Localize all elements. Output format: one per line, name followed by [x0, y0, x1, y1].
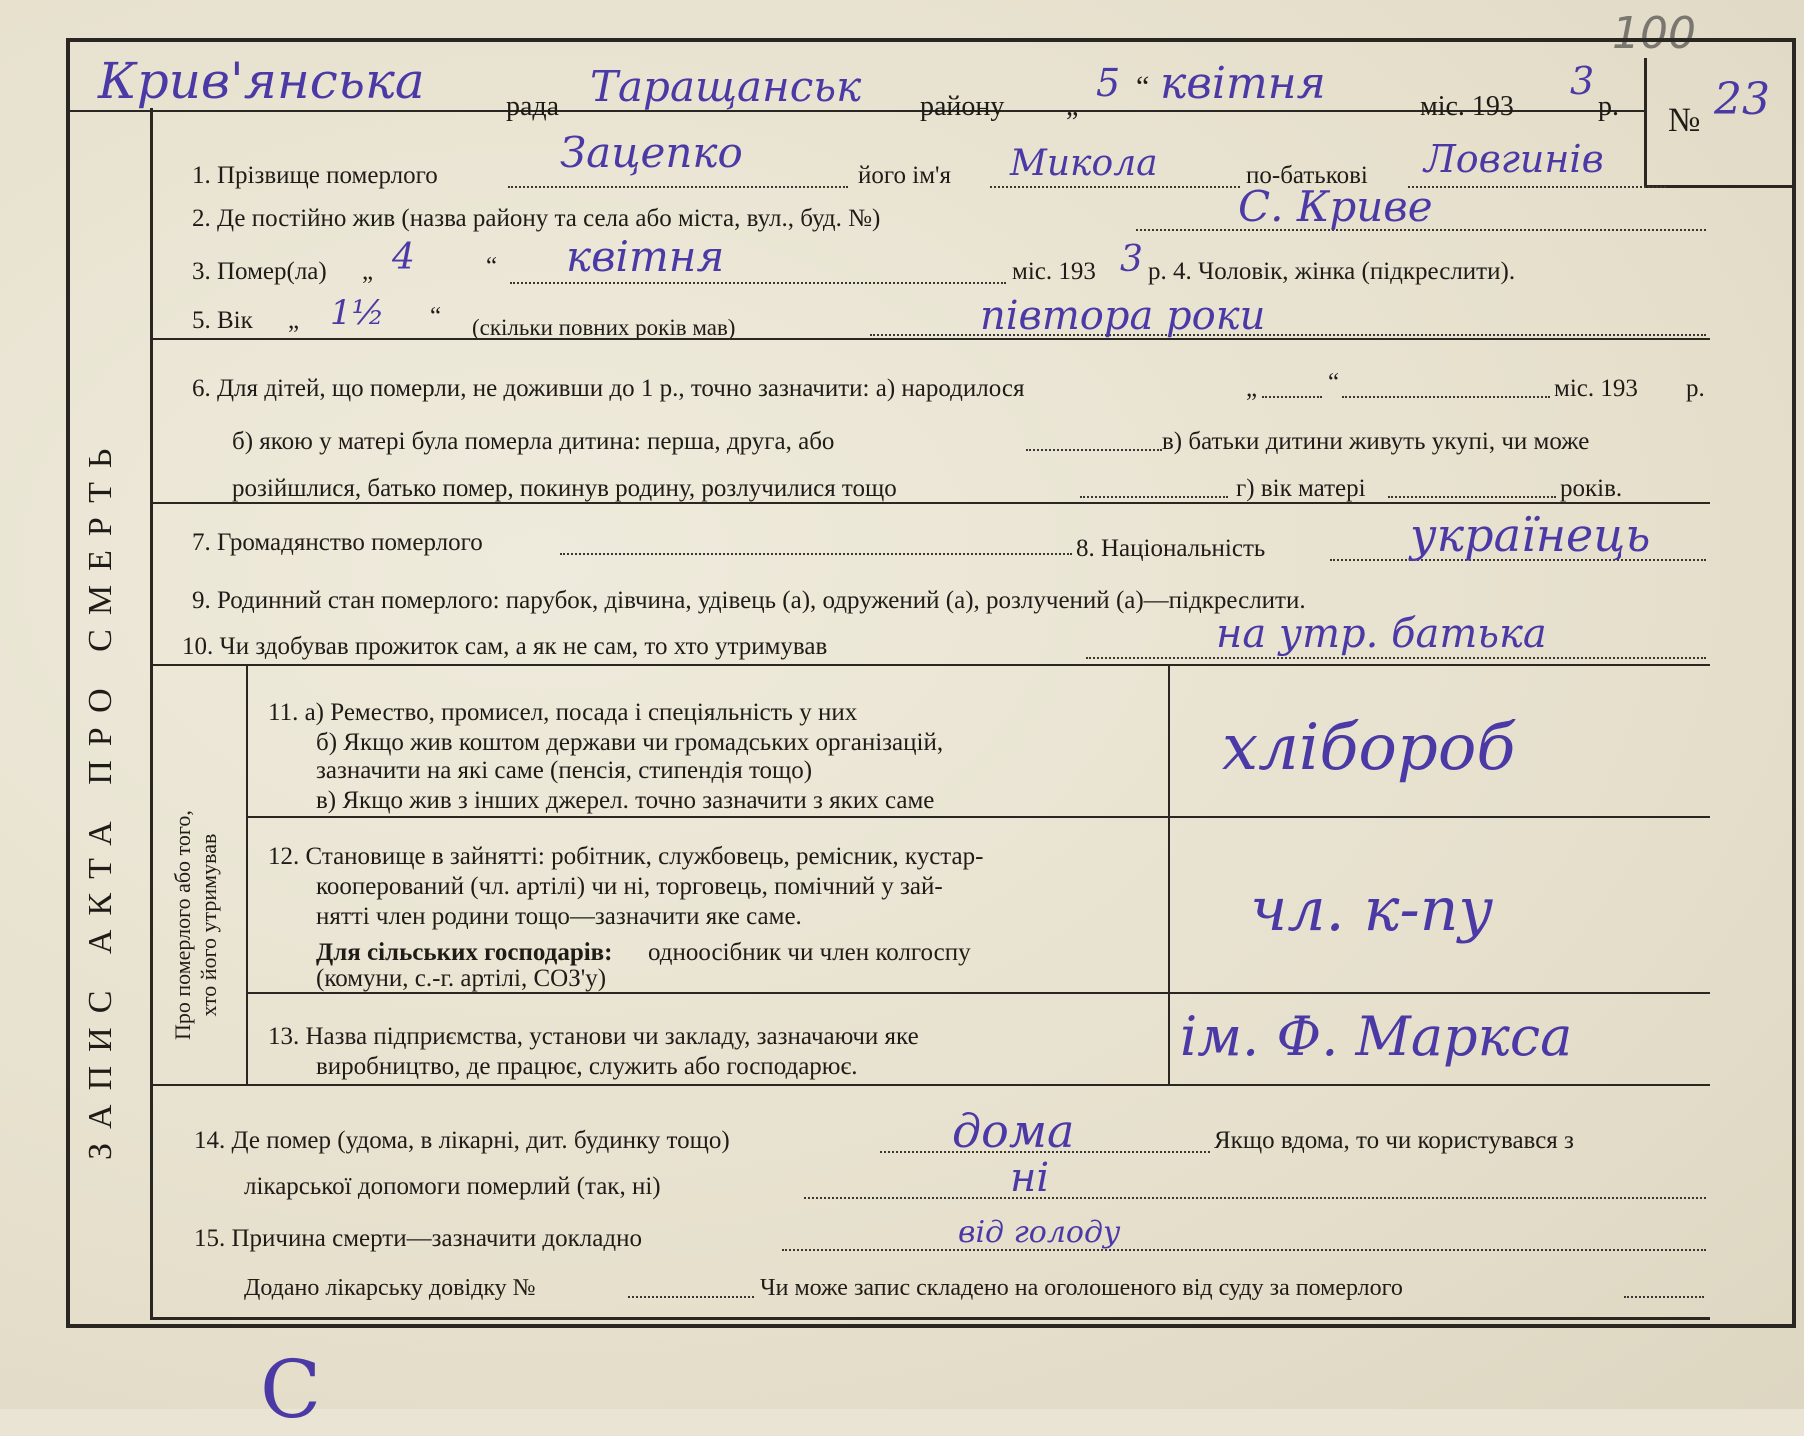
footer-court-question: Чи може запис складено на оголошеного від суду за померлого [760, 1275, 1403, 1301]
surname-value: Зацепко [560, 128, 743, 177]
nationality-value: українець [1410, 508, 1651, 562]
field-7-line [560, 553, 1072, 555]
support-value: на утр. батька [1216, 611, 1547, 657]
field-13-line-2: виробництво, де працює, служить або господарює. [316, 1053, 858, 1080]
footer-certificate-line [628, 1296, 754, 1298]
field-5-hint: (скільки повних років мав) [472, 315, 736, 340]
field-12-line-1: 12. Становище в зайнятті: робітник, службовець, ремісник, кустар- [268, 843, 984, 870]
field-14-line-1: 14. Де помер (удома, в лікарні, дит. будинку тощо) [194, 1127, 730, 1154]
field-6-line-3a: розійшлися, батько помер, покинув родину, розлучилися тощо [232, 475, 897, 502]
medical-help-value: ні [1010, 1155, 1050, 1201]
patronymic-label: по-батькові [1246, 162, 1368, 189]
field-12-line-4a: Для сільських господарів: [316, 939, 613, 966]
footer-certificate-label: Додано лікарську довідку № [244, 1275, 536, 1301]
field-9-label: 9. Родинний стан померлого: парубок, дівчина, удівець (а), одружений (а), розлучений (а)—підкреслити. [192, 587, 1306, 614]
year-suffix: р. [1598, 91, 1619, 122]
field-6-quote-close: “ [1328, 369, 1340, 396]
age-words-value: півтора роки [980, 293, 1266, 339]
field-11-line-3: зазначити на які саме (пенсія, стипендія тощо) [316, 757, 813, 784]
date-close-quote: “ [1136, 70, 1150, 103]
death-month: квітня [566, 232, 725, 281]
occupation-value-divider [1168, 664, 1170, 1084]
field-6-line-2-blank [1026, 449, 1162, 451]
section-rule [150, 338, 1710, 340]
field-10-line [1086, 657, 1706, 659]
field-8-label: 8. Національність [1076, 535, 1266, 562]
field-11-line-4: в) Якщо жив з інших джерел. точно зазначити з яких саме [316, 787, 935, 814]
field-5-quote-close: “ [430, 303, 442, 330]
field-5-label: 5. Вік [192, 307, 253, 334]
field-6-day-line [1262, 396, 1322, 398]
workplace-value: ім. Ф. Маркса [1180, 1005, 1573, 1068]
side-subtitle-line: хто його утримував [196, 833, 221, 1017]
patronymic-value: Ловгинів [1424, 137, 1604, 181]
field-11-line-1: 11. а) Ремество, промисел, посада і спеціяльність у них [268, 699, 858, 726]
field-1-label: 1. Прізвище померлого [192, 162, 438, 189]
side-subtitle-line: Про померлого або того, [170, 810, 195, 1040]
field-6-line-3-blank [1080, 496, 1228, 498]
field-3-month-label: міс. 193 [1012, 258, 1096, 285]
year-digit: 3 [1570, 59, 1595, 103]
archive-page-number: 100 [1612, 8, 1696, 59]
field-7-label: 7. Громадянство померлого [192, 529, 483, 556]
field-15-label: 15. Причина смерти—зазначити докладно [194, 1225, 642, 1252]
field-1-patronymic-line [1408, 186, 1666, 188]
footer-court-line [1624, 1296, 1704, 1298]
field-2-label: 2. Де постійно жив (назва району та села або міста, вул., буд. №) [192, 205, 881, 232]
month-label: міс. 193 [1420, 91, 1514, 122]
date-open-quote: „ [1066, 91, 1079, 122]
field-1-surname-line [508, 186, 848, 188]
side-title: ЗАПИС АКТА ПРО СМЕРТЬ [82, 434, 119, 1160]
death-year-digit: 3 [1120, 239, 1143, 280]
field-6-quote-open: „ [1246, 375, 1258, 402]
date-day: 5 [1096, 61, 1121, 105]
death-day: 4 [392, 237, 415, 278]
side-subtitle [170, 810, 222, 1040]
field-6-line-3b: г) вік матері [1236, 475, 1366, 502]
age-value: 1½ [330, 293, 385, 333]
field-3-line [510, 282, 1006, 284]
field-14-line-1b: Якщо вдома, то чи користувався з [1214, 1127, 1574, 1154]
section-rule [150, 1084, 1710, 1086]
field-6-mother-age-line [1388, 496, 1556, 498]
field-14-help-line [804, 1197, 1706, 1199]
section-rule [150, 502, 1710, 504]
field-3-quote-close: “ [486, 253, 498, 280]
record-number-label: № [1668, 102, 1701, 139]
field-1-name-line [990, 186, 1240, 188]
raion-label: району [920, 91, 1005, 122]
field-12-line-2: кооперований (чл. артілі) чи ні, торговець, помічний у зай- [316, 873, 943, 900]
field-14-line-2: лікарської допомоги померлий (так, ні) [244, 1173, 661, 1200]
field-6-line-1-year: р. [1686, 375, 1705, 402]
employment-status-value: чл. к-пу [1250, 875, 1494, 945]
field-6-line-2b: в) батьки дитини живуть укупі, чи може [1162, 428, 1590, 455]
field-12-line-3: нятті член родини тощо—зазначити яке саме. [316, 903, 802, 930]
field-6-line-2a: б) якою у матері була померла дитина: перша, друга, або [232, 428, 835, 455]
residence-value: С. Криве [1238, 182, 1433, 231]
field-3-rest: р. 4. Чоловік, жінка (підкреслити). [1148, 258, 1516, 285]
date-month: квітня [1160, 58, 1326, 109]
field-6-line-3c: років. [1560, 475, 1623, 502]
field-3-quote-open: „ [362, 258, 374, 285]
field-12-line-4b: одноосібник чи член колгоспу [648, 939, 971, 966]
name-value: Микола [1010, 143, 1158, 184]
field-6-line-1-end: міс. 193 [1554, 375, 1638, 402]
field-3-label: 3. Помер(ла) [192, 258, 327, 285]
death-cause-value: від голоду [958, 1215, 1121, 1250]
occupation-value: хлібороб [1222, 711, 1516, 785]
field-5-quote-open: „ [288, 307, 300, 334]
name-label: його ім'я [858, 162, 952, 189]
field-11-line-2: б) Якщо жив коштом держави чи громадських організацій, [316, 729, 944, 756]
death-place-value: дома [952, 1104, 1075, 1158]
field-15-line [782, 1249, 1706, 1251]
rada-value: Крив'янська [98, 52, 425, 110]
section-rule [150, 664, 1710, 666]
field-6-month-line [1342, 396, 1550, 398]
occupation-left-divider [246, 664, 248, 1084]
field-12-line-5: (комуни, с.-г. артілі, СОЗ'у) [316, 965, 607, 992]
record-number: 23 [1714, 74, 1770, 125]
occupation-rule [246, 816, 1710, 818]
bottom-handwriting: С [260, 1343, 322, 1436]
field-6-line-1: 6. Для дітей, що померли, не доживши до 1 р., точно зазначити: а) народилося [192, 375, 1025, 402]
field-13-line-1: 13. Назва підприємства, установи чи закладу, зазначаючи яке [268, 1023, 919, 1050]
field-10-label: 10. Чи здобував прожиток сам, а як не сам, то хто утримував [182, 633, 828, 660]
occupation-rule [246, 992, 1710, 994]
raion-value: Таращанськ [590, 62, 862, 111]
rada-label: рада [506, 91, 560, 122]
